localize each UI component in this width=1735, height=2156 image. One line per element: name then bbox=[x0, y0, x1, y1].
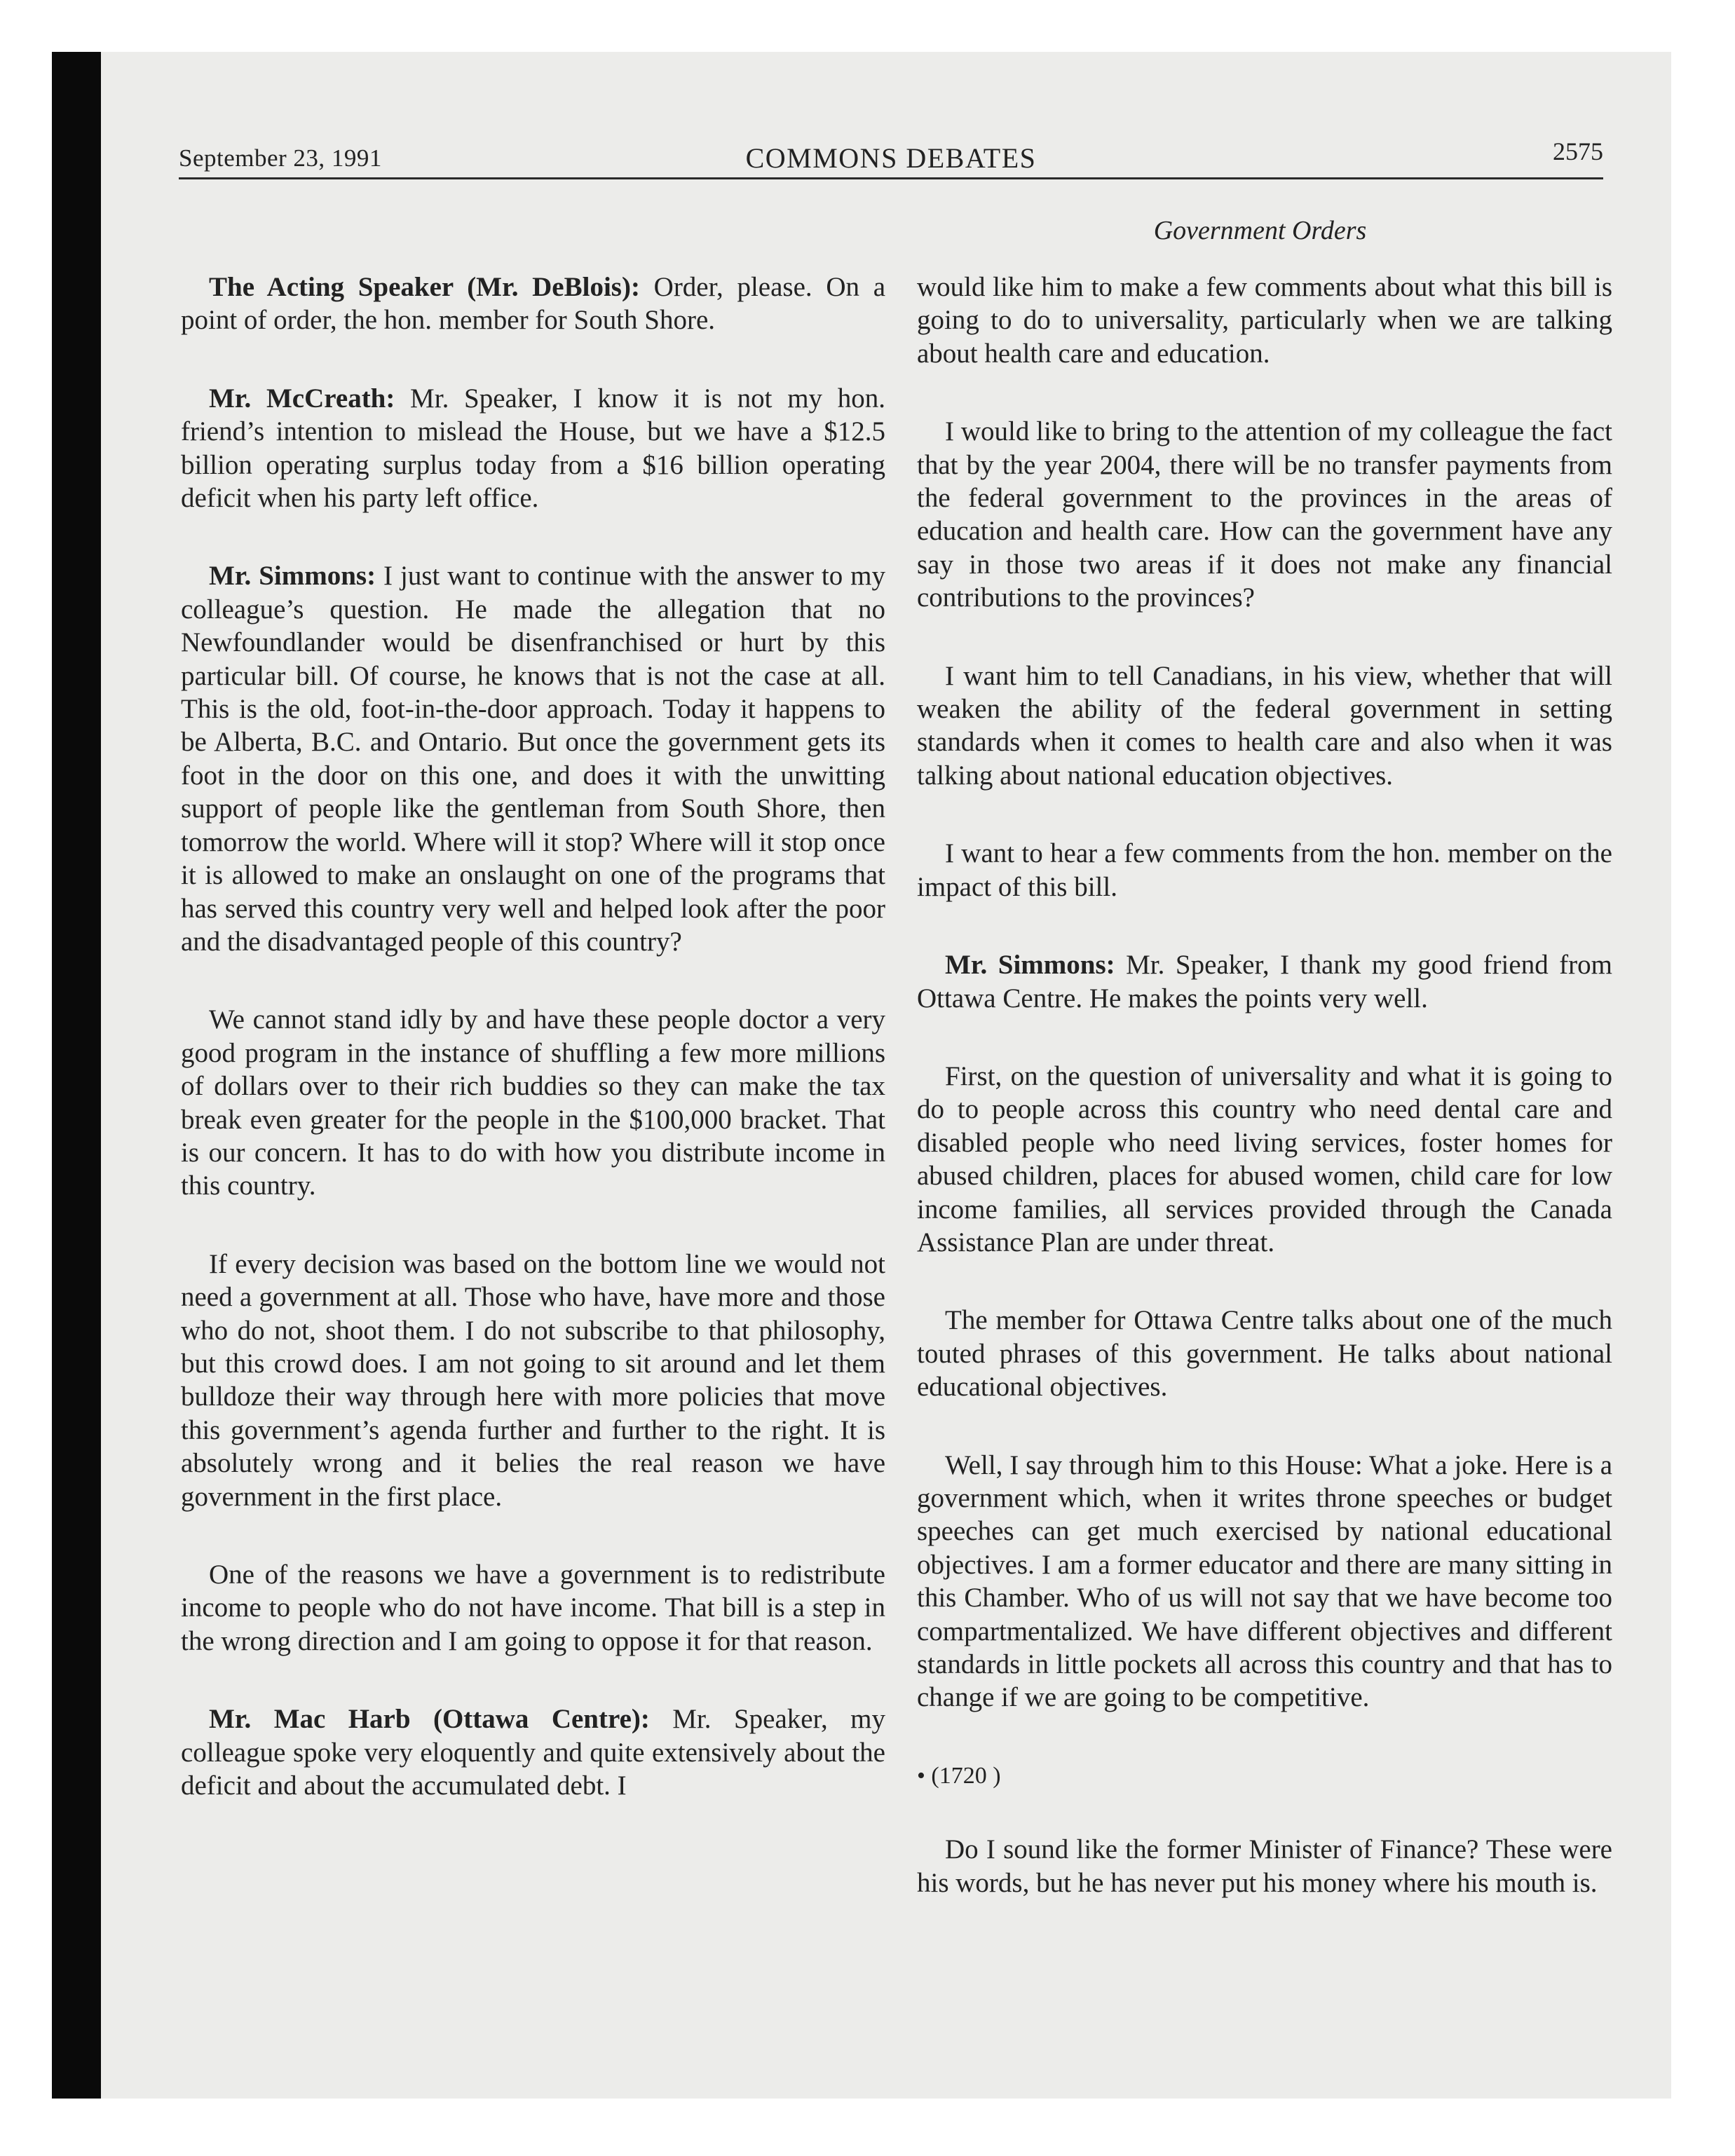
paragraph bbox=[181, 1248, 885, 1513]
paragraph-text: would like him to make a few comments about what this bill is going to do to universality, particularly when we are talking about health care and education. bbox=[917, 272, 1612, 369]
time-marker bbox=[917, 1759, 1612, 1792]
paragraph-text: Well, I say through him to this House: What a joke. Here is a government which, when it writes throne speeches or budget speeches can get much exercised by national educational objectives. I am a former educator and there are many sitting in this Chamber. Who of us will not say that we have become too compartmentalized. We have different objectives and different standards in little pockets all across this country and that has to change if we are going to be competitive. bbox=[917, 1449, 1612, 1713]
paragraph bbox=[917, 1833, 1612, 1899]
speaker-name: The Acting Speaker (Mr. DeBlois): bbox=[209, 272, 640, 302]
paragraph bbox=[181, 1558, 885, 1658]
paragraph-text: We cannot stand idly by and have these people doctor a very good program in the instance of shuffling a few more millions of dollars over to their rich buddies so they can make the tax break even greater for the people in the $100,000 bracket. That is our concern. It has to do with how you distribute income in this country. bbox=[181, 1004, 885, 1201]
paragraph bbox=[917, 1060, 1612, 1259]
speaker-name: Mr. Mac Harb (Ottawa Centre): bbox=[209, 1704, 650, 1735]
paragraph bbox=[917, 948, 1612, 1015]
section-heading: Government Orders bbox=[1153, 216, 1367, 245]
time-marker-text: • (1720 ) bbox=[917, 1762, 1001, 1789]
right-column bbox=[917, 271, 1612, 1944]
page-number: 2575 bbox=[1553, 137, 1603, 165]
paragraph-text: I would like to bring to the attention of my colleague the fact that by the year 2004, there will be no transfer payments from the federal government to the provinces in the areas of education and health care. How can the government have any say in those two areas if it does not make any financial contributions to the provinces? bbox=[917, 416, 1612, 613]
paragraph-text: Mr. Speaker, I know it is not my hon. friend’s intention to mislead the House, but we have a $12.5 billion operating surplus today from a $16 billion operating deficit when his party left office. bbox=[181, 383, 885, 514]
page-binding-edge bbox=[52, 52, 101, 2099]
paragraph bbox=[917, 1304, 1612, 1403]
paragraph bbox=[181, 1003, 885, 1202]
paragraph bbox=[917, 660, 1612, 793]
header-title: COMMONS DEBATES bbox=[745, 142, 1037, 174]
left-column bbox=[181, 271, 885, 1847]
speaker-name: Mr. Simmons: bbox=[945, 950, 1115, 981]
header-date: September 23, 1991 bbox=[179, 144, 382, 172]
paragraph-text: Do I sound like the former Minister of Finance? These were his words, but he has never put his money where his mouth is. bbox=[917, 1834, 1612, 1898]
page-header bbox=[179, 137, 1603, 177]
paragraph bbox=[917, 271, 1612, 370]
paragraph-text: One of the reasons we have a government is to redistribute income to people who do not have income. That bill is a step in the wrong direction and I am going to oppose it for that reason. bbox=[181, 1560, 885, 1656]
paragraph-text: I want him to tell Canadians, in his view, whether that will weaken the ability of the federal government in setting standards when it comes to health care and also when it was talking about national education objectives. bbox=[917, 660, 1612, 791]
paragraph-text: Mr. Speaker, I thank my good friend from Ottawa Centre. He makes the points very well. bbox=[917, 950, 1612, 1014]
paragraph-text: I want to hear a few comments from the hon. member on the impact of this bill. bbox=[917, 838, 1612, 902]
paragraph-text: If every decision was based on the bottom line we would not need a government at all. Those who have, have more and those who do not, shoot them. I do not subscribe to that philosophy, but this crowd does. I am not going to sit around and let them bulldoze their way through here with more policies that move this government’s agenda further and further to the right. It is absolutely wrong and it belies the real reason we have government in the first place. bbox=[181, 1248, 885, 1512]
paragraph bbox=[181, 271, 885, 337]
speaker-name: Mr. Simmons: bbox=[209, 561, 376, 592]
paragraph-text: Order, please. On a point of order, the hon. member for South Shore. bbox=[181, 272, 886, 336]
paragraph bbox=[181, 559, 885, 958]
paragraph-text: Mr. Speaker, my colleague spoke very eloquently and quite extensively about the deficit and about the accumulated debt. I bbox=[181, 1704, 885, 1801]
paragraph bbox=[917, 1449, 1612, 1714]
paragraph-text: I just want to continue with the answer to my colleague’s question. He made the allegation that no Newfoundlander would be disenfranchised or hurt by this particular bill. Of course, he knows that is not the case at all. This is the old, foot-in-the-door approach. Today it happens to be Alberta, B.C. and Ontario. But once the government gets its foot in the door on this one, and does it with the unwitting support of people like the gentleman from South Shore, then tomorrow the world. Where will it stop? Where will it stop once it is allowed to make an onslaught on one of the programs that has served this country very well and helped look after the poor and the disadvantaged people of this country? bbox=[181, 561, 885, 957]
paragraph bbox=[181, 1703, 885, 1802]
paragraph bbox=[917, 415, 1612, 614]
paragraph bbox=[181, 382, 885, 515]
paragraph-text: The member for Ottawa Centre talks about one of the much touted phrases of this government. He talks about national educational objectives. bbox=[917, 1305, 1612, 1403]
header-rule bbox=[179, 177, 1603, 179]
paragraph-text: First, on the question of universality and what it is going to do to people across this country who need dental care and disabled people who need living services, foster homes for abused children, places for abused women, child care for low income families, all services provided through the Canada Assistance Plan are under threat. bbox=[917, 1060, 1612, 1257]
paragraph bbox=[917, 837, 1612, 903]
speaker-name: Mr. McCreath: bbox=[209, 383, 395, 414]
